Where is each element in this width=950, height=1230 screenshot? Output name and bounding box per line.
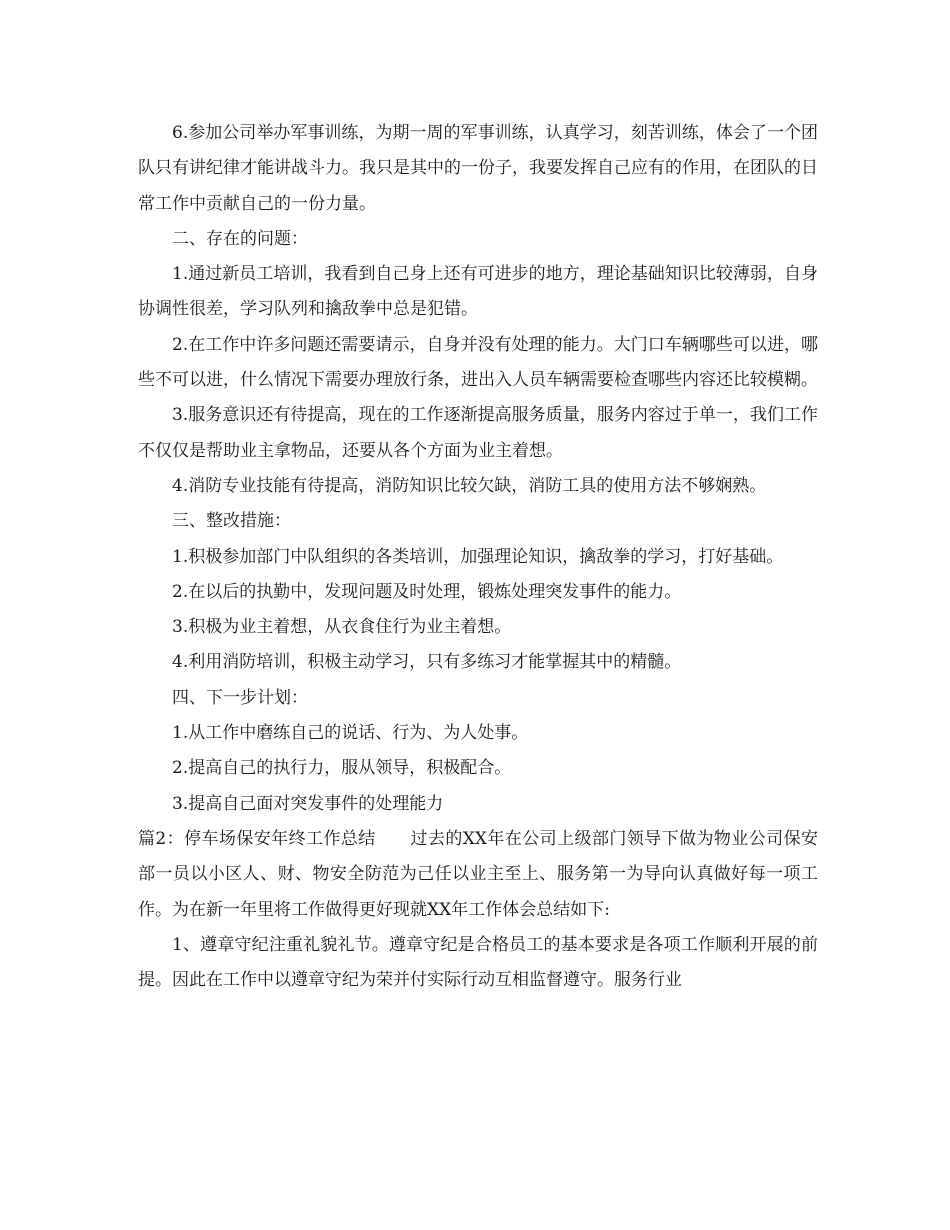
paragraph-plan-3: 3.提高自己面对突发事件的处理能力 bbox=[172, 793, 444, 814]
heading-corrective-measures: 三、整改措施： bbox=[172, 511, 291, 532]
paragraph-problem-4: 4.消防专业技能有待提高，消防知识比较欠缺，消防工具的使用方法不够娴熟。 bbox=[172, 475, 767, 496]
paragraph-measure-1: 1.积极参加部门中队组织的各类培训，加强理论知识，擒敌拳的学习，打好基础。 bbox=[172, 546, 784, 567]
document-body bbox=[138, 116, 818, 998]
paragraph-measure-2: 2.在以后的执勤中，发现问题及时处理，锻炼处理突发事件的能力。 bbox=[172, 581, 682, 602]
paragraph-article-2-item-1: 1、遵章守纪注重礼貌礼节。遵章守纪是合格员工的基本要求是各项工作顺利开展的前提。因此在工作中以遵章守纪为荣并付实际行动互相监督遵守。服务行业 bbox=[138, 934, 818, 991]
heading-next-plan: 四、下一步计划： bbox=[172, 687, 308, 708]
paragraph-problem-3: 3.服务意识还有待提高，现在的工作逐渐提高服务质量，服务内容过于单一，我们工作不仅仅是帮助业主拿物品，还要从各个方面为业主着想。 bbox=[138, 405, 818, 461]
heading-existing-problems: 二、存在的问题： bbox=[172, 228, 308, 249]
paragraph-measure-4: 4.利用消防培训，积极主动学习，只有多练习才能掌握其中的精髓。 bbox=[172, 652, 682, 673]
paragraph-problem-1: 1.通过新员工培训，我看到自己身上还有可进步的地方，理论基础知识比较薄弱，自身协调性很差，学习队列和擒敌拳中总是犯错。 bbox=[138, 264, 818, 320]
paragraph-plan-2: 2.提高自己的执行力，服从领导，积极配合。 bbox=[172, 758, 512, 779]
paragraph-military-training: 6.参加公司举办军事训练，为期一周的军事训练，认真学习，刻苦训练，体会了一个团队只有讲纪律才能讲战斗力。我只是其中的一份子，我要发挥自己应有的作用，在团队的日常工作中贡献自己的一份力量。 bbox=[138, 123, 818, 214]
paragraph-article-2-intro: 篇2：停车场保安年终工作总结 过去的XX年在公司上级部门领导下做为物业公司保安部一员以小区人、财、物安全防范为己任以业主至上、服务第一为导向认真做好每一项工作。为在新一年里将工作做得更好现就XX年工作体会总结如下: bbox=[138, 828, 818, 920]
paragraph-problem-2: 2.在工作中许多问题还需要请示，自身并没有处理的能力。大门口车辆哪些可以进，哪些不可以进，什么情况下需要办理放行条，进出入人员车辆需要检查哪些内容还比较模糊。 bbox=[138, 334, 818, 391]
paragraph-plan-1: 1.从工作中磨练自己的说话、行为、为人处事。 bbox=[172, 723, 529, 744]
paragraph-measure-3: 3.积极为业主着想，从衣食住行为业主着想。 bbox=[172, 617, 512, 638]
